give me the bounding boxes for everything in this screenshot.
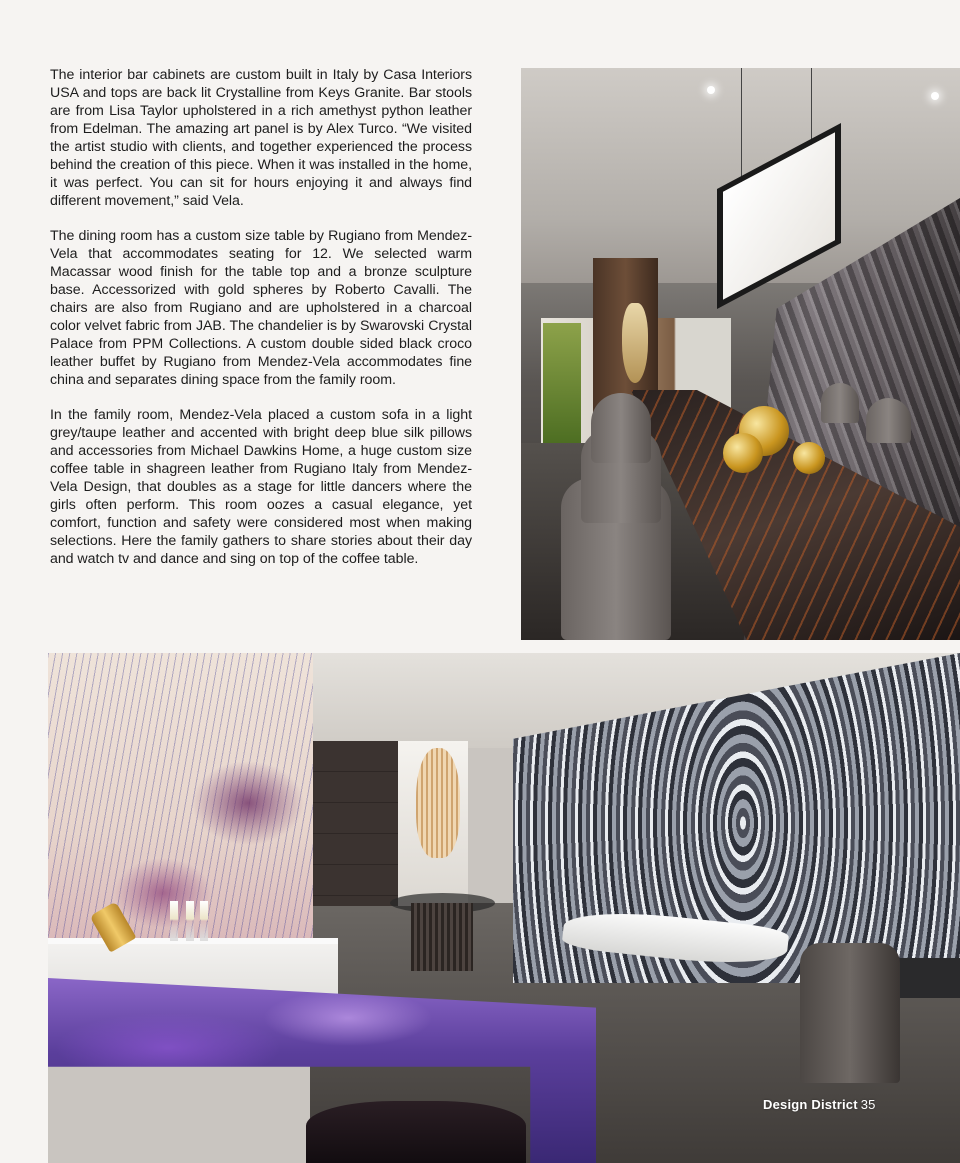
entry-table-base xyxy=(411,903,473,971)
article-body xyxy=(50,66,472,585)
ceiling-spotlight xyxy=(931,92,939,100)
champagne-glass xyxy=(186,901,194,941)
dining-room-photo xyxy=(521,68,960,640)
plant-panel xyxy=(543,323,581,443)
wood-door xyxy=(313,741,398,906)
ceiling-spotlight xyxy=(707,86,715,94)
paragraph-bar: The interior bar cabinets are custom built in Italy by Casa Interiors USA and tops are back lit Crystalline from Keys Granite. Bar stools are from Lisa Taylor upholstered in a rich amethyst python leather from Edelman. The amazing art panel is by Alex Turco. “We visited the artist studio with clients, and together experienced the process behind the creation of this piece. When it was installed in the home, it was perfect. You can sit for hours enjoying it and always find different movement,” said Vela. xyxy=(50,67,472,209)
publication-name: Design District xyxy=(763,1097,858,1112)
paragraph-family: In the family room, Mendez-Vela placed a custom sofa in a light grey/taupe leather and accented with bright deep blue silk pillows and accessories from Michael Dawkins Home, a huge custom size coffee table in shagreen leather from Rugiano Italy from Mendez-Vela Design, that doubles as a stage for little dancers where the girls often perform. This room oozes a casual elegance, yet comfort, function and safety were considered most when making selections. Here the family gathers to share stories about their day and watch tv and dance and sing on top of the coffee table. xyxy=(50,407,472,567)
dining-chair xyxy=(800,943,900,1083)
gold-sphere xyxy=(723,433,763,473)
dining-chair xyxy=(821,383,859,423)
dining-chair xyxy=(866,398,911,443)
art-panel xyxy=(48,653,313,953)
champagne-glass xyxy=(170,901,178,941)
page-number: 35 xyxy=(860,1097,876,1112)
bar-stool xyxy=(306,1101,526,1163)
dining-chair xyxy=(591,393,651,463)
lamp-wire xyxy=(741,68,742,188)
paragraph-dining: The dining room has a custom size table by Rugiano from Mendez-Vela that accommodates seating for 12. We selected warm Macassar wood finish for the table top and a bronze sculpture base. Accessorized with gold spheres by Roberto Cavalli. The chairs are also from Rugiano and are upholstered in a charcoal color velvet fabric from JAB. The chandelier is by Swarovski Crystal Palace from PPM Collections. A custom double sided black croco leather buffet by Rugiano from Mendez-Vela accommodates fine china and separates dining space from the family room. xyxy=(50,228,472,388)
gold-sphere xyxy=(793,442,825,474)
bar-and-living-photo xyxy=(48,653,960,1163)
champagne-glass xyxy=(200,901,208,941)
crystal-chandelier xyxy=(622,303,648,383)
crystal-chandelier xyxy=(416,748,460,858)
page-footer xyxy=(763,1097,876,1112)
